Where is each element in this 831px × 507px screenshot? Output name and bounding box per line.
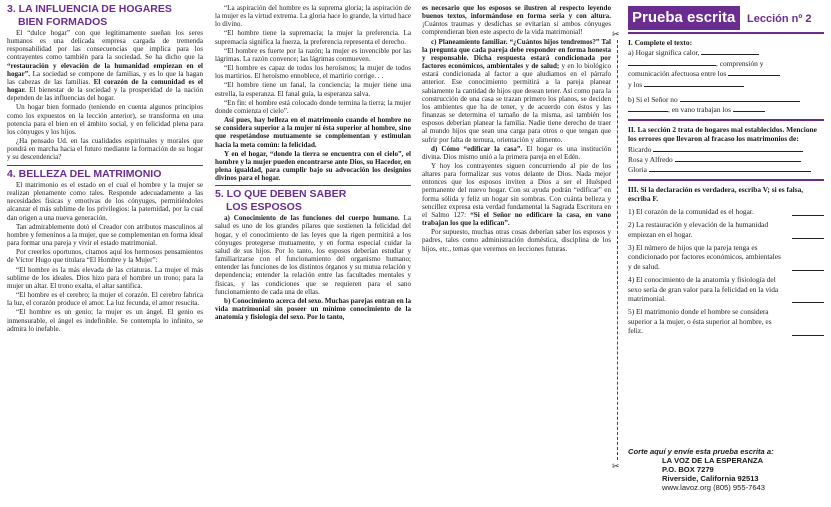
- answer-blank[interactable]: [792, 262, 824, 271]
- statement-text: 3) El número de hijos que la pareja tenga es condicionado por factores económicos, ambientales y de salud.: [628, 242, 781, 271]
- paragraph: [215, 214, 411, 296]
- paragraph: Un hogar bien formado (teniendo en cuenta algunos principios como los expuestos en la lección anterior), se transforma en una potencia para el bien en el ámbito social, y en felicidad plena para los cónyuges y los hijos.: [7, 103, 203, 136]
- column-2: [215, 4, 411, 322]
- emphasis: “restauración y elevación de la humanidad empiezan en el hogar”.: [7, 61, 203, 78]
- question-1a-cont: [628, 79, 824, 89]
- paragraph: [215, 150, 411, 183]
- emphasis: El corazón de la comunidad es el hogar.: [7, 77, 203, 95]
- statement-row: [628, 307, 824, 335]
- section-3-heading: 3. LA INFLUENCIA DE HOGARES: [7, 3, 172, 15]
- answer-blank[interactable]: [680, 94, 800, 102]
- paragraph: “El hombre es un genio; la mujer es un ángel. El genio es inmensurable, el ángel es indefinible. Se contempla lo infinito, se admira lo inefable.: [7, 308, 203, 333]
- contact-line: www.lavoz.org (805) 955-7643: [662, 483, 765, 492]
- answer-blank[interactable]: [644, 79, 744, 87]
- paragraph: “En fin: el hombre está colocado donde termina la tierra; la mujer donde comienza el cielo”.: [215, 98, 411, 115]
- test-title: Prueba escrita: [628, 6, 740, 30]
- answer-blank[interactable]: [675, 154, 801, 162]
- statement-row: [628, 207, 824, 216]
- section-3-heading-line2: BIEN FORMADOS: [18, 15, 108, 28]
- emphasis: a) Conocimiento de las funciones del cuerpo humano.: [224, 214, 400, 223]
- paragraph: Por supuesto, muchas otras cosas deberían saber los esposos y padres, tales como administración doméstica, disciplina de los hijos, etc., temas que veremos en lecciones futuras.: [422, 228, 611, 253]
- test-questions: [628, 38, 824, 340]
- paragraph: “El hombre es la más elevada de las criaturas. La mujer el más sublime de los ideales. Dios hizo para el hombre un trono; para la mujer un altar. El trono exalta, el altar santifica.: [7, 265, 203, 290]
- paragraph: Tan admirablemente dotó el Creador con atributos masculinos al hombre y femeninos a la mujer, que se complementan en forma ideal para formar una pareja y vivir el estado matrimonial.: [7, 222, 203, 248]
- statement-row: [628, 243, 824, 271]
- question-1-heading: I. Complete el texto:: [628, 38, 693, 47]
- paragraph: [422, 145, 611, 161]
- text: El hogar es una institución divina. Dios mismo unió a la primera pareja en el Edén.: [422, 144, 611, 161]
- paragraph: [422, 4, 611, 37]
- text: Y hoy los contrayentes siguen concurriendo al pie de los altares para formalizar sus votos delante de Dios. Nada mejor entonces que los esposos inviten a Dios a ser el Huésped permanente del nuevo hogar. Con su ayuda podrán “edificar” en forma sólida y feliz un hogar sin sombras. Con cuánta belleza y sencillez expresa esta verdad fundamental la Sagrada Escritura en el Salmo 127:: [422, 161, 611, 219]
- answer-blank[interactable]: [733, 104, 765, 112]
- section-divider: [7, 165, 203, 166]
- section-divider: [628, 119, 824, 121]
- answer-blank[interactable]: [628, 58, 716, 66]
- answer-line: [628, 164, 824, 174]
- text: ¡Cuántos traumas y desdichas se evitarían si ambos cónyuges comprendieran bien este aspecto de la vida matrimonial!: [422, 20, 611, 37]
- section-divider: [215, 185, 411, 186]
- answer-blank[interactable]: [653, 144, 803, 152]
- question-1b: [628, 94, 824, 104]
- paragraph: “El hombre es fuerte por la razón; la mujer es invencible por las lágrimas. La razón convence; las lágrimas conmueven.: [215, 46, 411, 63]
- text: b) Si el Señor no: [628, 95, 678, 105]
- column-1: [7, 4, 203, 334]
- text: , comprensión y: [716, 58, 764, 68]
- answer-blank[interactable]: [792, 327, 824, 336]
- question-1b-cont: [628, 104, 824, 114]
- paragraph: [215, 297, 411, 321]
- address-line: Riverside, California 92513: [662, 474, 759, 483]
- text: La salud es uno de los grandes pilares que sostienen la felicidad del hogar, y el conocimiento de las leyes que la rigen permitirá a los cónyuges protegerse mutuamente, y en forma especial cuidar la salud de sus hijos. Por lo tanto, los esposos deberían estudiar y familiarizarse con el funcionamiento del organismo humano; entender las funciones de los distintos órganos y su mutua relación y dependencia; entender la relación entre las facultades mentales y físicas, y las condiciones que se requieren para el sano funcionamiento de cada una de ellas.: [215, 214, 411, 296]
- statement-text: 4) El conocimiento de la anatomía y fisiología del sexo sería de gran valor para la felicidad en la vida matrimonial.: [628, 275, 779, 303]
- written-test-panel: [620, 4, 826, 504]
- title-underline: [628, 32, 824, 34]
- text: y en lo biológico estará condicionada al factor a que aludiamos en el párrafo anterior. Ese conocimiento permitirá a la pareja planear sabiamente la cantidad de hijos que desean tener. Así como para la construcción de una casa se trazan primero los planos, se deciden los ambientes que ha de tener, y de acuerdo con éstos y las finanzas se determina el tamaño de la misma, así también los esposos deberían planear la familia. Nadie tiene derecho de traer al mundo hijos que sean una carga para otros o que tengan que sufrir por falta de ternura, orientación y alimento.: [422, 62, 611, 144]
- paragraph: ¿Ha pensado Ud. en las cualidades espirituales y morales que pondrá en marcha hacia el futuro mediante la formación de su hogar y su descendencia?: [7, 137, 203, 162]
- emphasis: Y en el hogar, “donde la tierra se encuentra con el cielo”, el hombre y la mujer pueden encontrarse ante Dios, su Hacedor, en plena igualdad, para cumplir bajo su advocación los designios divinos para el hogar.: [215, 149, 411, 183]
- text: El bienestar de la sociedad y la prosperidad de la nación dependen de las influencias del hogar.: [7, 86, 203, 103]
- answer-blank[interactable]: [628, 104, 668, 112]
- paragraph: [215, 116, 411, 149]
- emphasis: “Si el Señor no edificare la casa, en vano trabajan los que la edifican”.: [422, 210, 612, 228]
- question-3-heading: III. Si la declaración es verdadera, escriba V; si es falsa, escriba F.: [628, 184, 804, 204]
- paragraph: “El hombre es el cerebro; la mujer el corazón. El cerebro fabrica la luz, el corazón produce el amor. La luz fecunda, el amor resucita.: [7, 291, 203, 308]
- paragraph: “El hombre tiene un fanal, la conciencia; la mujer tiene una estrella, la esperanza. El fanal guía, la esperanza salva.: [215, 81, 411, 98]
- statement-text: 5) El matrimonio donde el hombre se considera superior a la mujer, o ésta superior al hombre, es feliz.: [628, 307, 772, 336]
- answer-blank[interactable]: [649, 164, 811, 172]
- statement-text: 2) La restauración y elevación de la humanidad empiezan en el hogar.: [628, 220, 769, 239]
- paragraph: “La aspiración del hombre es la suprema gloria; la aspiración de la mujer es la virtud extrema. La gloria hace lo grande, la virtud hace lo divino.: [215, 4, 411, 29]
- paragraph: [422, 162, 611, 227]
- paragraph: [7, 29, 203, 102]
- answer-blank[interactable]: [792, 294, 824, 303]
- answer-line: [628, 144, 824, 154]
- question-2-heading: II. La sección 2 trata de hogares mal establecidos. Mencione los errores que llevaron al fracaso los matrimonios de:: [628, 124, 817, 144]
- mailing-address: [628, 447, 824, 492]
- paragraph: “El hombre tiene la supremacía; la mujer la preferencia. La supremacía significa la fuerza, la preferencia representa el derecho.: [215, 29, 411, 46]
- section-5-heading: 5. LO QUE DEBEN SABER: [215, 188, 347, 201]
- column-3: [422, 4, 611, 254]
- section-divider: [628, 179, 824, 181]
- text: , en vano trabajan los: [668, 105, 732, 115]
- answer-blank[interactable]: [701, 47, 759, 55]
- question-1a: [628, 47, 824, 57]
- cut-line: [617, 40, 618, 460]
- name-label: Rosa y Alfredo: [628, 155, 673, 165]
- statement-row: [628, 220, 824, 239]
- emphasis: Así pues, hay belleza en el matrimonio cuando el hombre no se considera superior a la mujer ni ésta superior al hombre, sino que respetándose mutuamente se complementan y estimulan hacia la meta común: la felicidad.: [215, 116, 411, 149]
- paragraph: Por creerlos oportunos, citamos aquí los hermosos pensamientos de Víctor Hugo que titulara “El Hombre y la Mujer”:: [7, 248, 203, 265]
- question-1a-cont: [628, 58, 824, 68]
- cut-instruction: Corte aquí y envíe esta prueba escrita a:: [628, 447, 774, 456]
- name-label: Gloria: [628, 165, 647, 175]
- text: comunicación afectuosa entre los: [628, 69, 727, 79]
- text: y los: [628, 79, 643, 89]
- statement-row: [628, 275, 824, 303]
- text: El “dulce hogar” con que legítimamente sueñan los seres humanos es una delicada empresa cargada de tremenda responsabilidad por las consecuencias que implica para los contrayentes como también para la sociedad. Se ha dicho que la: [7, 29, 203, 62]
- emphasis: d) Cómo “edificar la casa”.: [431, 144, 523, 153]
- text: a) Hogar significa calor,: [628, 48, 700, 58]
- address-line: P.O. BOX 7279: [662, 465, 714, 474]
- answer-line: [628, 154, 824, 164]
- address-line: LA VOZ DE LA ESPERANZA: [662, 456, 764, 465]
- lesson-number: Lección nº 2: [747, 13, 812, 25]
- section-5-heading-line2: LOS ESPOSOS: [226, 200, 302, 213]
- paragraph: [422, 38, 611, 144]
- scissors-icon: ✂: [612, 30, 620, 40]
- emphasis: c) Planeamiento familiar. “¿Cuántos hijos tendremos?” Tal la pregunta que cada pareja debe responder en forma honesta y responsable. Dicha respuesta estará condicionada por factores económicos, ambientales y de salud;: [422, 37, 611, 71]
- question-1a-cont: [628, 68, 824, 78]
- emphasis: es necesario que los esposos se ilustren al respecto leyendo buenos textos, informándose en forma seria y con altura.: [422, 4, 611, 21]
- name-label: Ricardo: [628, 144, 652, 154]
- emphasis: b) Conocimiento acerca del sexo. Muchas parejas entran en la vida matrimonial sin poseer un mínimo conocimiento de la anatomía y fisiología del sexo. Por lo tanto,: [215, 296, 411, 322]
- answer-blank[interactable]: [792, 207, 824, 216]
- paragraph: “El hombre es capaz de todos los heroísmos; la mujer de todos los martirios. El heroísmo ennoblece, el martirio corrige. . .: [215, 64, 411, 81]
- answer-blank[interactable]: [792, 230, 824, 239]
- paragraph: El matrimonio es el estado en el cual el hombre y la mujer se realizan plenamente como tales. Responde adecuadamente a las necesidades físicas y emotivas de los cónyuges, permitiéndoles alcanzar el más sublime de los privilegios: la paternidad, por la cual dan origen a una nueva generación.: [7, 181, 203, 222]
- scissors-icon: ✂: [612, 462, 620, 472]
- section-4-heading: 4. BELLEZA DEL MATRIMONIO: [7, 167, 162, 180]
- statement-text: 1) El corazón de la comunidad es el hogar.: [628, 206, 754, 216]
- answer-blank[interactable]: [728, 68, 780, 76]
- text: La sociedad se compone de familias, y es lo que la hagan las cabezas de las familias.: [7, 69, 203, 86]
